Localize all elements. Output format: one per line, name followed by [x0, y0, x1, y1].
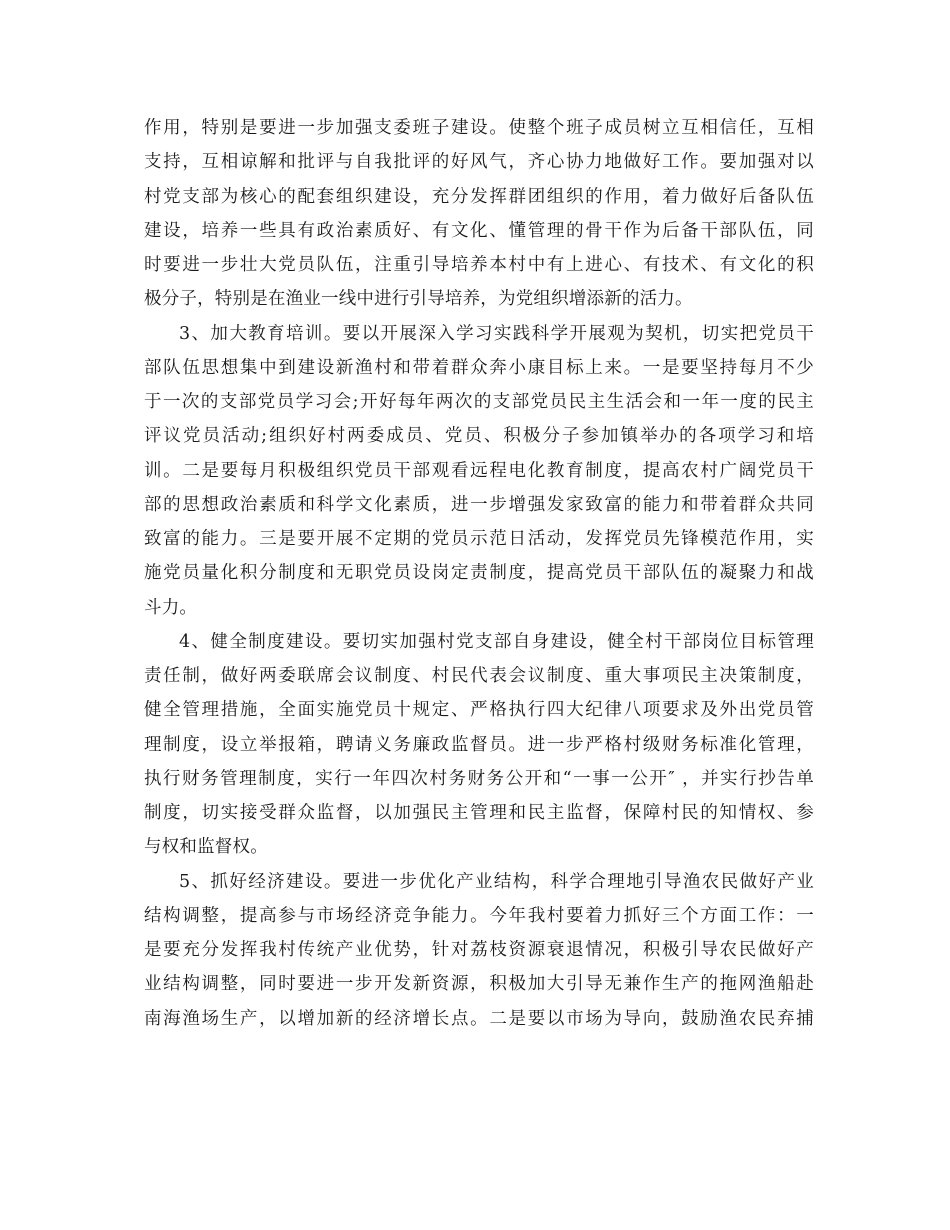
text-line: 村党支部为核心的配套组织建设，充分发挥群团组织的作用，着力做好后备队伍	[144, 186, 814, 207]
text-line: 南海渔场生产，以增加新的经济增长点。二是要以市场为导向，鼓励渔农民弃捕	[144, 1008, 814, 1029]
text-line: 3、加大教育培训。要以开展深入学习实践科学开展观为契机，切实把党员干	[179, 323, 814, 344]
text-line: 制度，切实接受群众监督，以加强民主管理和民主监督，保障村民的知情权、参	[144, 803, 814, 823]
text-line: 理制度，设立举报箱，聘请义务廉政监督员。进一步严格村级财务标准化管理，	[144, 734, 814, 755]
text-line: 致富的能力。三是要开展不定期的党员示范日活动，发挥党员先锋模范作用，实	[144, 529, 814, 549]
text-line: 训。二是要每月积极组织党员干部观看远程电化教育制度，提高农村广阔党员干	[144, 460, 814, 481]
text-line: 部队伍思想集中到建设新渔村和带着群众奔小康目标上来。一是要坚持每月不少	[144, 357, 814, 378]
text-line: 评议党员活动;组织好村两委成员、党员、积极分子参加镇举办的各项学习和培	[144, 426, 814, 447]
paragraph-economic-building	[144, 865, 814, 1036]
text-line: 作用，特别是要进一步加强支委班子建设。使整个班子成员树立互相信任，互相	[144, 118, 814, 138]
text-line: 斗力。	[144, 597, 198, 618]
text-line: 责任制，做好两委联席会议制度、村民代表会议制度、重大事项民主决策制度，	[144, 666, 814, 686]
paragraph-education-training	[144, 317, 814, 625]
text-line: 健全管理措施，全面实施党员十规定、严格执行四大纪律八项要求及外出党员管	[144, 700, 814, 721]
text-line: 4、健全制度建设。要切实加强村党支部自身建设，健全村干部岗位目标管理	[179, 631, 814, 652]
paragraph-1	[144, 111, 814, 317]
text-line: 时要进一步壮大党员队伍，注重引导培养本村中有上进心、有技术、有文化的积	[144, 255, 814, 275]
text-line: 结构调整，提高参与市场经济竞争能力。今年我村要着力抓好三个方面工作：一	[144, 905, 814, 926]
text-line: 于一次的支部党员学习会;开好每年两次的支部党员民主生活会和一年一度的民主	[144, 392, 814, 412]
text-line: 施党员量化积分制度和无职党员设岗定责制度，提高党员干部队伍的凝聚力和战	[144, 563, 814, 584]
text-line: 是要充分发挥我村传统产业优势，针对荔枝资源衰退情况，积极引导农民做好产	[144, 940, 814, 960]
text-line: 极分子，特别是在渔业一线中进行引导培养，为党组织增添新的活力。	[144, 289, 693, 310]
text-line: 与权和监督权。	[144, 837, 268, 858]
text-line: 建设，培养一些具有政治素质好、有文化、懂管理的骨干作为后备干部队伍，同	[144, 220, 814, 241]
text-line: 执行财务管理制度，实行一年四次村务财务公开和“一事一公开″ ，并实行抄告单	[144, 768, 814, 789]
text-line: 业结构调整，同时要进一步开发新资源，积极加大引导无兼作生产的拖网渔船赴	[144, 974, 814, 995]
paragraph-system-building	[144, 625, 814, 865]
text-line: 部的思想政治素质和科学文化素质，进一步增强发家致富的能力和带着群众共同	[144, 494, 814, 515]
text-line: 支持，互相谅解和批评与自我批评的好风气，齐心协力地做好工作。要加强对以	[144, 152, 814, 173]
text-line: 5、抓好经济建设。要进一步优化产业结构，科学合理地引导渔农民做好产业	[179, 871, 814, 892]
document-body	[144, 111, 814, 1036]
